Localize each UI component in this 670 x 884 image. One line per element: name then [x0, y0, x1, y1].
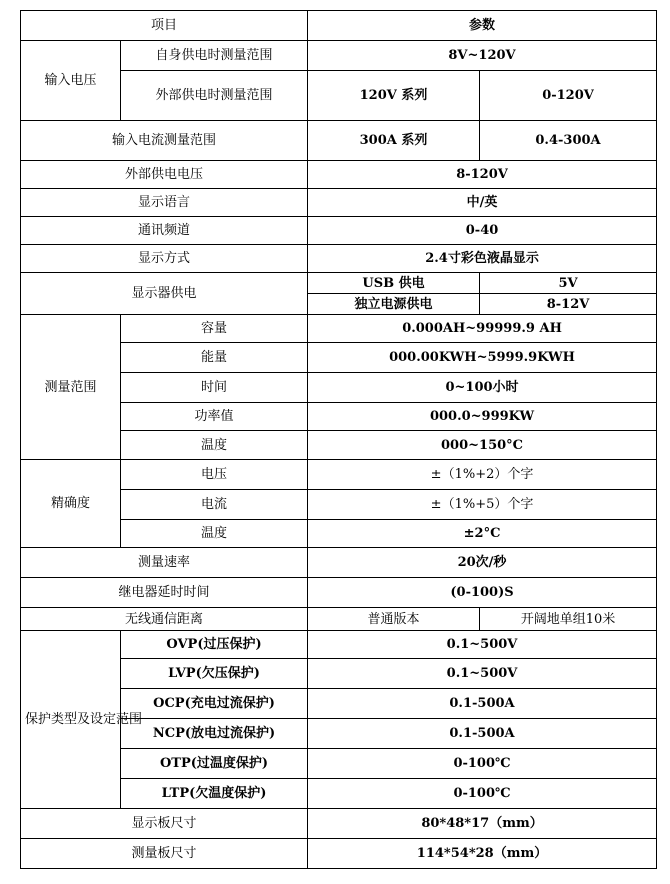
- accuracy-value: ±2°C: [308, 520, 657, 548]
- display-board-label: 显示板尺寸: [21, 809, 308, 839]
- wireless-range: 开阔地单组10米: [480, 608, 657, 631]
- accuracy-name: 电流: [121, 490, 308, 520]
- accuracy-name: 电压: [121, 460, 308, 490]
- range-value: 0.000AH~99999.9 AH: [308, 315, 657, 343]
- independent-power-value: 8-12V: [480, 294, 657, 315]
- protection-name: OTP(过温度保护): [121, 749, 308, 779]
- protection-name: LVP(欠压保护): [121, 659, 308, 689]
- current-series: 300A 系列: [308, 121, 480, 161]
- header-param: 参数: [308, 11, 657, 41]
- table-row: [21, 41, 657, 71]
- range-value: 0~100小时: [308, 373, 657, 403]
- self-supply-value: 8V~120V: [308, 41, 657, 71]
- measure-board-label: 测量板尺寸: [21, 839, 308, 869]
- range-name: 时间: [121, 373, 308, 403]
- independent-power-label: 独立电源供电: [308, 294, 480, 315]
- range-value: 000.0~999KW: [308, 403, 657, 431]
- input-current-label: 输入电流测量范围: [21, 121, 308, 161]
- wireless-label: 无线通信距离: [21, 608, 308, 631]
- speed-value: 20次/秒: [308, 548, 657, 578]
- accuracy-name: 温度: [121, 520, 308, 548]
- ext-range-value: 0-120V: [480, 71, 657, 121]
- ext-voltage-label: 外部供电电压: [21, 161, 308, 189]
- display-board-value: 80*48*17（mm）: [308, 809, 657, 839]
- usb-power-label: USB 供电: [308, 273, 480, 294]
- table-row: [21, 608, 657, 631]
- ext-series: 120V 系列: [308, 71, 480, 121]
- accuracy-value: ±（1%+5）个字: [308, 490, 657, 520]
- table-row: [21, 631, 657, 659]
- protection-value: 0-100℃: [308, 749, 657, 779]
- table-row: [21, 460, 657, 490]
- protection-name: OCP(充电过流保护): [121, 689, 308, 719]
- protection-value: 0.1-500A: [308, 689, 657, 719]
- input-voltage-label: 输入电压: [21, 41, 121, 121]
- display-mode-label: 显示方式: [21, 245, 308, 273]
- range-value: 000~150°C: [308, 431, 657, 460]
- protection-name: NCP(放电过流保护): [121, 719, 308, 749]
- accuracy-label: 精确度: [21, 460, 121, 548]
- channel-label: 通讯频道: [21, 217, 308, 245]
- range-label: 测量范围: [21, 315, 121, 460]
- self-supply-label: 自身供电时测量范围: [121, 41, 308, 71]
- range-name: 功率值: [121, 403, 308, 431]
- ext-voltage-value: 8-120V: [308, 161, 657, 189]
- table-row: [21, 839, 657, 869]
- current-value: 0.4-300A: [480, 121, 657, 161]
- table-row: [21, 217, 657, 245]
- header-item: 项目: [21, 11, 308, 41]
- relay-label: 继电器延时时间: [21, 578, 308, 608]
- protection-value: 0.1-500A: [308, 719, 657, 749]
- protection-value: 0.1~500V: [308, 659, 657, 689]
- range-name: 能量: [121, 343, 308, 373]
- channel-value: 0-40: [308, 217, 657, 245]
- range-name: 容量: [121, 315, 308, 343]
- table-row: [21, 548, 657, 578]
- table-row: [21, 273, 657, 294]
- language-value: 中/英: [308, 189, 657, 217]
- protection-value: 0-100℃: [308, 779, 657, 809]
- range-value: 000.00KWH~5999.9KWH: [308, 343, 657, 373]
- protection-name: OVP(过压保护): [121, 631, 308, 659]
- range-name: 温度: [121, 431, 308, 460]
- table-row: [21, 315, 657, 343]
- table-row: [21, 809, 657, 839]
- table-row: [21, 578, 657, 608]
- relay-value: (0-100)S: [308, 578, 657, 608]
- table-row: [21, 161, 657, 189]
- usb-power-value: 5V: [480, 273, 657, 294]
- protection-value: 0.1~500V: [308, 631, 657, 659]
- wireless-normal: 普通版本: [308, 608, 480, 631]
- display-power-label: 显示器供电: [21, 273, 308, 315]
- protection-label: 保护类型及设定范围: [21, 631, 121, 809]
- protection-name: LTP(欠温度保护): [121, 779, 308, 809]
- ext-supply-range-label: 外部供电时测量范围: [121, 71, 308, 121]
- display-mode-value: 2.4寸彩色液晶显示: [308, 245, 657, 273]
- spec-table: [20, 10, 657, 869]
- speed-label: 测量速率: [21, 548, 308, 578]
- header-row: [21, 11, 657, 41]
- accuracy-value: ±（1%+2）个字: [308, 460, 657, 490]
- measure-board-value: 114*54*28（mm）: [308, 839, 657, 869]
- table-row: [21, 121, 657, 161]
- table-row: [21, 189, 657, 217]
- table-row: [21, 245, 657, 273]
- language-label: 显示语言: [21, 189, 308, 217]
